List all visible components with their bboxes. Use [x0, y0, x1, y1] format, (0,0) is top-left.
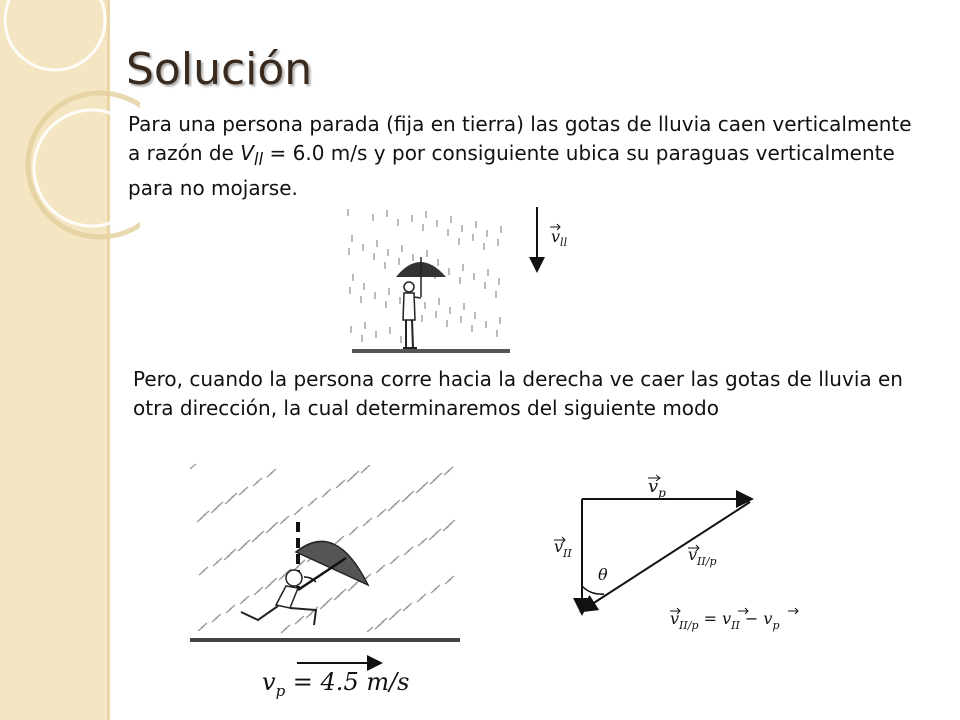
vector-equation: $v_{II/p} = v_{II} - v_p$ — [670, 609, 780, 632]
speed-value: = 4.5 m/s — [285, 668, 410, 696]
vector-subscript: ll — [560, 236, 568, 249]
running-person-rain-illustration — [186, 460, 464, 655]
vector-triangle-diagram — [520, 470, 840, 645]
paragraph-standing-person — [128, 110, 918, 203]
vllp-vector-arrow — [586, 502, 750, 608]
decorative-circles — [0, 0, 140, 300]
paragraph-running-person: Pero, cuando la persona corre hacia la derecha ve caer las gotas de lluvia en otra dirección, la cual determinaremos del siguiente modo — [133, 367, 903, 420]
svg-text:vll — [551, 227, 568, 249]
slide-title: Solución — [126, 44, 313, 95]
rain-speed-subscript: ll — [253, 150, 264, 169]
rain-speed-symbol: V — [240, 141, 254, 165]
standing-person-rain-illustration — [340, 205, 515, 357]
vp-label: $v_p$ — [648, 476, 666, 500]
rain-velocity-vector — [520, 205, 580, 280]
theta-label: θ — [598, 565, 608, 584]
paragraph-1-text-start: Para una persona parada (fija en tierra) las gotas de lluvia caen verticalmente a razón de — [128, 112, 912, 165]
speed-subscript: p — [275, 681, 286, 700]
vllp-label: $v_{II/p}$ — [688, 545, 717, 568]
vll-label: $v_{II}$ — [554, 537, 572, 560]
speed-symbol: v — [262, 668, 276, 696]
theta-angle-arc — [582, 586, 604, 594]
runner-speed-label — [262, 668, 410, 700]
paragraph-1-text-end: = 6.0 m/s y por consiguiente ubica su paraguas verticalmente para no mojarse. — [128, 141, 895, 200]
vector-symbol: v — [551, 227, 561, 246]
